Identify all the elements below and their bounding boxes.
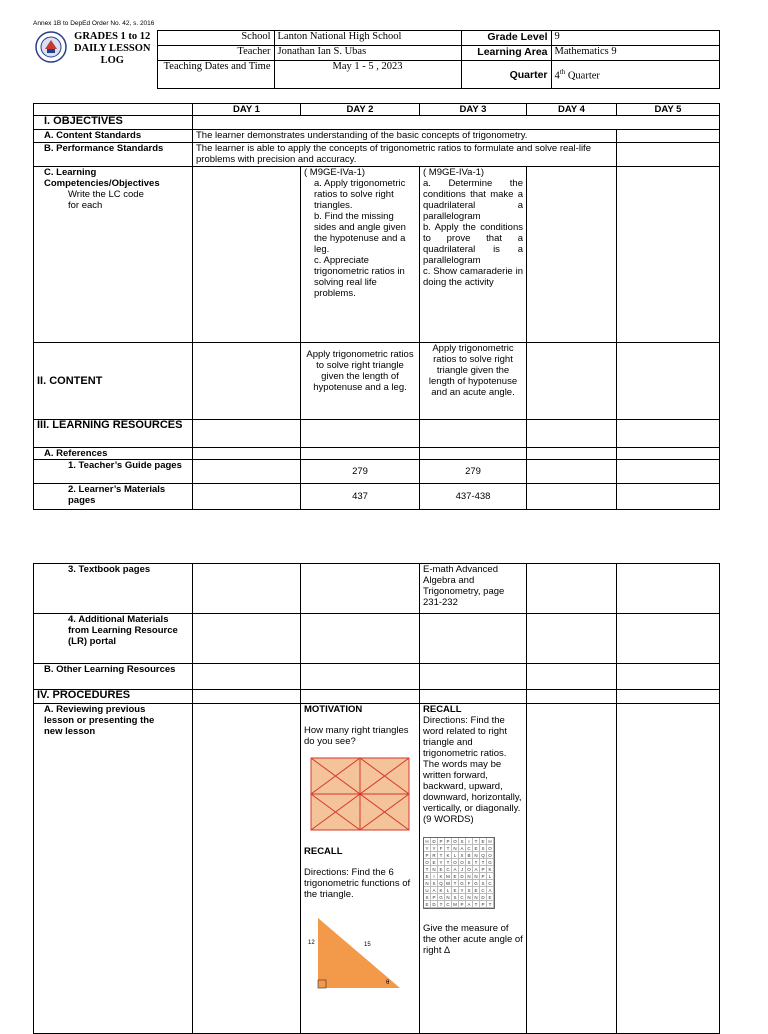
objectives-heading: I. OBJECTIVES (34, 116, 193, 130)
lc-day3-code: ( M9GE-IVa-1) (423, 167, 485, 178)
puzzle-letter: Y (431, 845, 438, 852)
recall-directions-day2: Directions: Find the 6 trigonometric functions of the triangle. (304, 867, 411, 900)
recall-word-count: (9 WORDS) (423, 814, 474, 825)
recall-heading-day2: RECALL (304, 846, 343, 857)
quarter-sup: th (559, 68, 566, 77)
puzzle-letter: C (480, 887, 487, 894)
puzzle-letter: N (452, 845, 459, 852)
puzzle-letter: D (431, 838, 438, 845)
content-day3: Apply trigonometric ratios to solve right triangle given the length of hypotenuse and an acute angle. (420, 343, 527, 420)
empty-cell (617, 130, 720, 143)
puzzle-letter: T (438, 901, 445, 908)
puzzle-letter: L (445, 887, 452, 894)
puzzle-letter: P (445, 838, 452, 845)
puzzle-letter: C (459, 894, 466, 901)
lc-label: C. Learning Competencies/Objectives (44, 167, 160, 189)
puzzle-letter: D (459, 873, 466, 880)
puzzle-letter: A (466, 901, 473, 908)
puzzle-letter: N (473, 894, 480, 901)
puzzle-letter: P (480, 873, 487, 880)
school-label: School (157, 31, 274, 46)
empty-cell (193, 614, 301, 664)
empty-cell (527, 564, 617, 614)
procedures-heading: IV. PROCEDURES (34, 690, 193, 704)
empty-cell (617, 460, 720, 484)
textbook-label: 3. Textbook pages (34, 564, 193, 614)
textbook-day3: E-math Advanced Algebra and Trigonometry, page 231-232 (420, 564, 527, 614)
puzzle-letter: D (480, 894, 487, 901)
learning-resources-heading: III. LEARNING RESOURCES (34, 420, 193, 448)
quarter-label: Quarter (461, 61, 551, 89)
empty-cell (420, 664, 527, 690)
puzzle-letter: I (431, 873, 438, 880)
empty-cell (527, 704, 617, 1034)
empty-cell (193, 167, 301, 343)
lm-day2: 437 (301, 484, 420, 510)
puzzle-letter: J (459, 866, 466, 873)
lc-day2 (301, 167, 420, 343)
empty-cell (193, 704, 301, 1034)
puzzle-letter: T (445, 845, 452, 852)
puzzle-letter: G (487, 859, 494, 866)
day1-header: DAY 1 (193, 104, 301, 116)
empty-cell (527, 343, 617, 420)
puzzle-letter: B (466, 852, 473, 859)
lc-day2-code: ( M9GE-IVa-1) (304, 167, 366, 178)
puzzle-letter: Y (438, 859, 445, 866)
puzzle-letter: N (466, 873, 473, 880)
lc-day3-a: a. Determine the conditions that make a quadrilateral a parallelogram (423, 178, 523, 222)
tri-hyp-label: 15 (364, 942, 371, 948)
area-label: Learning Area (461, 46, 551, 61)
tri-side-label: 12 (308, 940, 315, 946)
corner-cell (34, 104, 193, 116)
puzzle-letter: A (459, 845, 466, 852)
empty-cell (617, 664, 720, 690)
puzzle-letter: M (452, 901, 459, 908)
puzzle-letter: E (473, 845, 480, 852)
grade-label: Grade Level (461, 31, 551, 46)
puzzle-letter: C (445, 866, 452, 873)
puzzle-letter: E (473, 887, 480, 894)
puzzle-letter: O (452, 859, 459, 866)
empty-cell (420, 614, 527, 664)
puzzle-letter: P (431, 894, 438, 901)
puzzle-letter: F (438, 845, 445, 852)
puzzle-letter: T (452, 880, 459, 887)
empty-cell (617, 564, 720, 614)
puzzle-letter: S (480, 880, 487, 887)
puzzle-letter: I (466, 838, 473, 845)
puzzle-letter: W (445, 881, 451, 886)
review-day3 (420, 704, 527, 1034)
lc-day2-b: b. Find the missing sides and angle given the hypotenuse and a leg. (314, 211, 406, 255)
references-label: A. References (34, 448, 193, 460)
puzzle-letter: N (445, 894, 452, 901)
empty-cell (617, 167, 720, 343)
puzzle-letter: S (424, 894, 431, 901)
motivation-heading: MOTIVATION (304, 704, 363, 715)
teachers-guide-label: 1. Teacher’s Guide pages (34, 460, 193, 484)
quarter-rest: Quarter (565, 70, 600, 82)
puzzle-letter: T (438, 852, 445, 859)
quarter-num: 4 (554, 70, 560, 82)
empty-cell (193, 564, 301, 614)
word-search-puzzle (423, 837, 495, 909)
empty-cell (301, 420, 420, 448)
puzzle-letter: C (445, 901, 452, 908)
puzzle-letter: O (466, 866, 473, 873)
puzzle-letter: O (452, 838, 459, 845)
lc-day3 (420, 167, 527, 343)
puzzle-letter: O (424, 859, 431, 866)
puzzle-letter: O (487, 852, 494, 859)
measure-question: Give the measure of the other acute angle of right ∆ (423, 923, 523, 956)
tri-angle-label: θ (386, 980, 390, 986)
puzzle-letter: N (424, 880, 431, 887)
lc-day2-c: c. Appreciate trigonometric ratios in solving real life problems. (314, 255, 405, 299)
puzzle-letter: T (480, 859, 487, 866)
content-heading: II. CONTENT (34, 343, 193, 420)
grade-value: 9 (551, 31, 719, 46)
puzzle-letter: K (438, 873, 445, 880)
review-label-cell (34, 704, 193, 1034)
lc-note: Write the LC code for each (68, 189, 144, 211)
empty-cell (420, 448, 527, 460)
performance-standards-label: B. Performance Standards (34, 143, 193, 167)
puzzle-letter: A (431, 887, 438, 894)
review-label: A. Reviewing previous lesson or presenting the new lesson (44, 704, 155, 737)
puzzle-letter: P (438, 838, 445, 845)
tg-day2: 279 (301, 460, 420, 484)
day2-header: DAY 2 (301, 104, 420, 116)
puzzle-letter: E (438, 866, 445, 873)
lesson-table-part2 (33, 563, 720, 1034)
motivation-question: How many right triangles do you see? (304, 725, 409, 747)
puzzle-letter: E (424, 901, 431, 908)
puzzle-letter: T (424, 866, 431, 873)
empty-cell (193, 343, 301, 420)
dll-title (33, 31, 157, 89)
puzzle-letter: E (452, 873, 459, 880)
learners-materials-label: 2. Learner’s Materials pages (34, 484, 193, 510)
lm-day3: 437-438 (420, 484, 527, 510)
puzzle-letter: X (459, 852, 466, 859)
empty-cell (617, 614, 720, 664)
puzzle-letter: K (438, 887, 445, 894)
puzzle-letter: E (487, 894, 494, 901)
puzzle-letter: Y (459, 887, 466, 894)
puzzle-letter: A (473, 866, 480, 873)
puzzle-letter: L (487, 873, 494, 880)
annex-reference: Annex 1B to DepEd Order No. 42, s. 2016 (33, 20, 155, 27)
puzzle-letter: K (445, 852, 452, 859)
title-line1: GRADES 1 to 12 (74, 30, 151, 42)
right-triangle-figure (304, 914, 404, 994)
puzzle-letter: Y (424, 845, 431, 852)
puzzle-letter: H (424, 838, 431, 845)
empty-cell (193, 664, 301, 690)
content-standards-text: The learner demonstrates understanding of the basic concepts of trigonometry. (193, 130, 617, 143)
puzzle-letter: S (466, 859, 473, 866)
puzzle-letter: S (452, 894, 459, 901)
teacher-value: Jonathan Ian S. Ubas (274, 46, 461, 61)
right-triangles-figure (310, 757, 410, 831)
puzzle-letter: Q (438, 880, 445, 887)
dates-value: May 1 - 5 , 2023 (274, 61, 461, 89)
teacher-label: Teacher (157, 46, 274, 61)
empty-cell (193, 448, 301, 460)
performance-standards-text: The learner is able to apply the concepts of trigonometric ratios to formulate and solve real-life problems with precision and accuracy. (193, 143, 617, 167)
lc-label-cell (34, 167, 193, 343)
lesson-table-part1 (33, 103, 720, 510)
puzzle-letter: N (473, 873, 480, 880)
other-resources-label: B. Other Learning Resources (34, 664, 193, 690)
quarter-value (551, 61, 719, 89)
puzzle-letter: Q (480, 852, 487, 859)
puzzle-letter: T (487, 901, 494, 908)
puzzle-letter: T (473, 901, 480, 908)
puzzle-letter: G (438, 894, 445, 901)
day5-header: DAY 5 (617, 104, 720, 116)
empty-cell (301, 664, 420, 690)
puzzle-letter: O (487, 845, 494, 852)
tg-day3: 279 (420, 460, 527, 484)
lc-day3-b: b. Apply the conditions to prove that a quadrilateral is a parallelogram (423, 222, 523, 266)
empty-cell (617, 143, 720, 167)
additional-materials-label: 4. Additional Materials from Learning Resource (LR) portal (34, 614, 193, 664)
lc-day2-a: a. Apply trigonometric ratios to solve right triangles. (314, 178, 406, 211)
empty-cell (301, 690, 420, 704)
puzzle-letter: E (480, 838, 487, 845)
puzzle-letter: L (452, 852, 459, 859)
puzzle-letter: K (487, 866, 494, 873)
day3-header: DAY 3 (420, 104, 527, 116)
empty-cell (193, 484, 301, 510)
empty-cell (527, 460, 617, 484)
content-standards-label: A. Content Standards (34, 130, 193, 143)
puzzle-letter: C (487, 880, 494, 887)
empty-cell (617, 704, 720, 1034)
puzzle-letter: M (445, 873, 452, 880)
empty-cell (617, 690, 720, 704)
empty-cell (420, 420, 527, 448)
empty-cell (527, 614, 617, 664)
puzzle-letter: D (431, 901, 438, 908)
objectives-empty (193, 116, 720, 130)
empty-cell (617, 484, 720, 510)
empty-cell (301, 564, 420, 614)
puzzle-letter: C (466, 845, 473, 852)
title-line2: DAILY LESSON LOG (73, 42, 151, 66)
empty-cell (301, 614, 420, 664)
empty-cell (617, 448, 720, 460)
puzzle-letter: N (431, 866, 438, 873)
day4-header: DAY 4 (527, 104, 617, 116)
puzzle-letter: H (487, 838, 494, 845)
empty-cell (527, 167, 617, 343)
empty-cell (527, 484, 617, 510)
puzzle-letter: O (459, 859, 466, 866)
puzzle-letter: A (452, 866, 459, 873)
empty-cell (617, 343, 720, 420)
header-table (33, 30, 720, 89)
puzzle-letter: T (473, 859, 480, 866)
puzzle-letter: S (431, 880, 438, 887)
puzzle-letter: T (473, 838, 480, 845)
puzzle-letter: F (466, 880, 473, 887)
empty-cell (193, 460, 301, 484)
empty-cell (301, 448, 420, 460)
puzzle-letter: T (445, 859, 452, 866)
puzzle-letter: E (452, 887, 459, 894)
dates-label: Teaching Dates and Time (157, 61, 274, 89)
puzzle-letter: N (466, 894, 473, 901)
puzzle-letter: P (459, 901, 466, 908)
puzzle-letter: A (487, 887, 494, 894)
puzzle-letter: S (480, 845, 487, 852)
puzzle-letter: S (466, 887, 473, 894)
puzzle-letter: E (431, 859, 438, 866)
puzzle-letter: N (473, 852, 480, 859)
area-value: Mathematics 9 (551, 46, 719, 61)
puzzle-letter: U (424, 887, 431, 894)
empty-cell (527, 420, 617, 448)
empty-cell (193, 690, 301, 704)
school-value: Lanton National High School (274, 31, 461, 46)
lc-day3-c: c. Show camaraderie in doing the activity (423, 266, 523, 288)
empty-cell (527, 690, 617, 704)
puzzle-letter: P (424, 852, 431, 859)
puzzle-letter: G (459, 880, 466, 887)
recall-heading-day3: RECALL (423, 704, 462, 715)
puzzle-letter: G (473, 880, 480, 887)
puzzle-letter: S (459, 838, 466, 845)
review-day2 (301, 704, 420, 1034)
recall-directions-day3: Directions: Find the word related to right triangle and trigonometric ratios. The words may be written forward, backward, upward, downward, horizontally, vertically, or diagonally. (423, 715, 522, 814)
empty-cell (527, 664, 617, 690)
empty-cell (193, 420, 301, 448)
puzzle-letter: E (424, 873, 431, 880)
empty-cell (617, 420, 720, 448)
empty-cell (420, 690, 527, 704)
content-day2: Apply trigonometric ratios to solve right triangle given the length of hypotenuse and a leg. (301, 343, 420, 420)
puzzle-letter: R (431, 852, 438, 859)
empty-cell (527, 448, 617, 460)
puzzle-letter: P (480, 866, 487, 873)
puzzle-letter: P (480, 901, 487, 908)
